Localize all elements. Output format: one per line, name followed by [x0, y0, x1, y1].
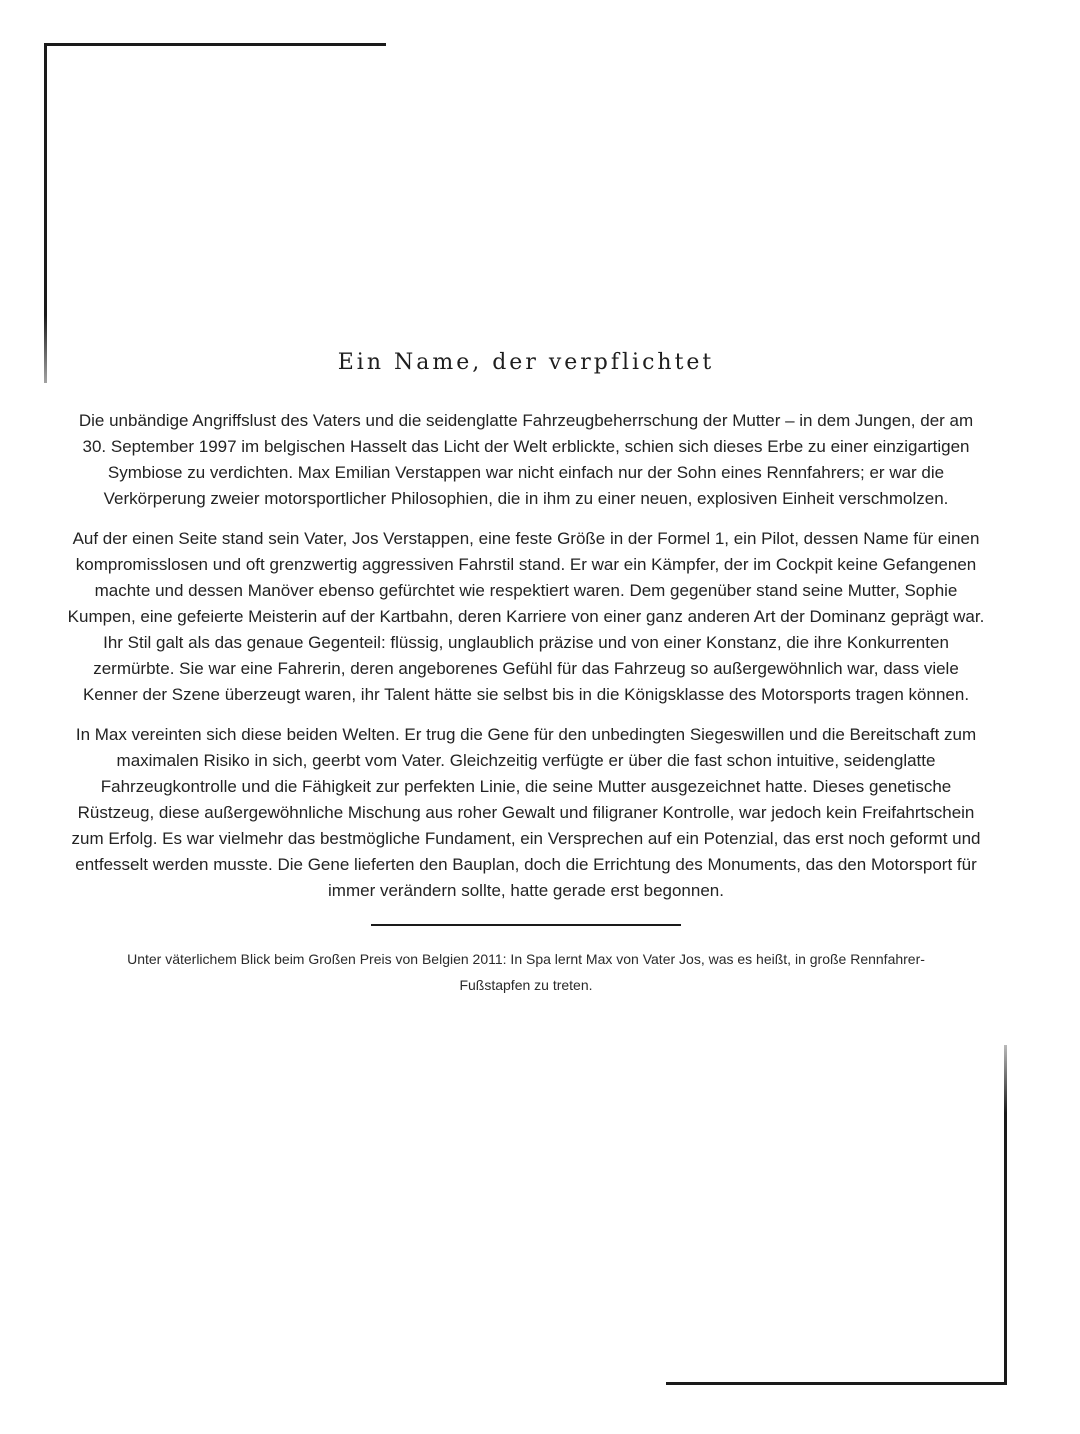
- paragraph: Die unbändige Angriffslust des Vaters und die seidenglatte Fahrzeugbeherrschung der Mutter – in dem Jungen, der am 30. September 1997 im belgischen Hasselt das Licht der Welt erblickte, schien sich dieses Erbe zu einer einzigartigen Symbiose zu verdichten. Max Emilian Verstappen war nicht einfach nur der Sohn eines Rennfahrers; er war die Verkörperung zweier motorsportlicher Philosophien, die in ihm zu einer neuen, explosiven Einheit verschmolzen.: [78, 411, 974, 508]
- paragraph: Auf der einen Seite stand sein Vater, Jos Verstappen, eine feste Größe in der Formel 1, ein Pilot, dessen Name für einen kompromisslosen und oft grenzwertig aggressiven Fahrstil stand. Er war ein Kämpfer, der im Cockpit keine Gefangenen machte und dessen Manöver ebenso gefürchtet wie respektiert waren. Dem gegenüber stand seine Mutter, Sophie Kumpen, eine gefeierte Meisterin auf der Kartbahn, deren Karriere von einer ganz anderen Art der Dominanz geprägt war. Ihr Stil galt als das genaue Gegenteil: flüssig, unglaublich präzise und von einer Konstanz, die ihre Konkurrenten zermürbte. Sie war eine Fahrerin, deren angeborenes Gefühl für das Fahrzeug so außergewöhnlich war, dass viele Kenner der Szene überzeugt waren, ihr Talent hätte sie selbst bis in die Königsklasse des Motorsports tragen können.: [67, 529, 985, 704]
- chapter-title: Ein Name, der verpflichtet: [337, 350, 715, 375]
- page-content: [66, 340, 986, 998]
- frame-corner-top: [44, 43, 386, 46]
- frame-corner-right: [1004, 1045, 1007, 1385]
- body-text: [66, 408, 986, 904]
- paragraph: In Max vereinten sich diese beiden Welten. Er trug die Gene für den unbedingten Siegeswillen und die Bereitschaft zum maximalen Risiko in sich, geerbt vom Vater. Gleichzeitig verfügte er über die fast schon intuitive, seidenglatte Fahrzeugkontrolle und die Fähigkeit zur perfekten Linie, die seine Mutter ausgezeichnet hatte. Dieses genetische Rüstzeug, diese außergewöhnliche Mischung aus roher Gewalt und filigraner Kontrolle, war jedoch kein Freifahrtschein zum Erfolg. Es war vielmehr das bestmögliche Fundament, ein Versprechen auf ein Potenzial, das erst noch geformt und entfesselt werden musste. Die Gene lieferten den Bauplan, doch die Errichtung des Monuments, das den Motorsport für immer verändern sollte, hatte gerade erst begonnen.: [71, 725, 981, 900]
- frame-corner-bottom: [666, 1382, 1007, 1385]
- frame-corner-left: [44, 43, 47, 383]
- image-caption: Unter väterlichem Blick beim Großen Preis von Belgien 2011: In Spa lernt Max von Vater Jos, was es heißt, in große Rennfahrer-Fußstapfen zu treten.: [127, 951, 925, 993]
- caption-divider: [371, 924, 681, 926]
